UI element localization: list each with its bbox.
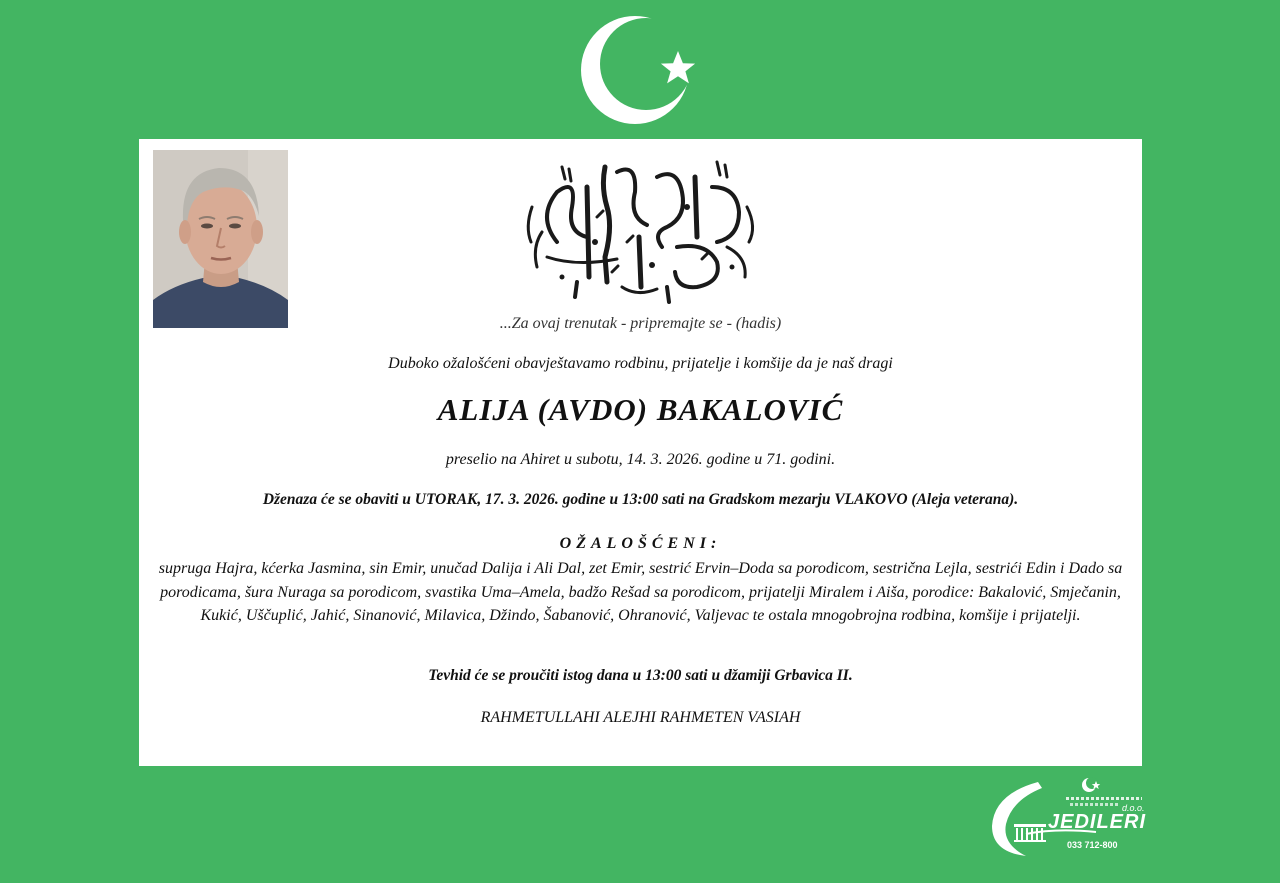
tevhid-info: Tevhid će se proučiti istog dana u 13:00 sati u džamiji Grbavica II. — [428, 667, 853, 684]
passing-date-text: preselio na Ahiret u subotu, 14. 3. 2026. godine u 71. godini. — [445, 451, 836, 468]
crescent-star-icon — [578, 14, 698, 126]
deceased-name: ALIJA (AVDO) BAKALOVIĆ — [437, 392, 844, 427]
arabic-calligraphy-icon — [517, 147, 762, 307]
company-suffix: d.o.o. — [1122, 803, 1145, 813]
company-phone: 033 712-800 — [1067, 840, 1118, 850]
portrait-photo — [153, 150, 288, 328]
closing-prayer: RAHMETULLAHI ALEJHI RAHMETEN VASIAH — [480, 709, 801, 726]
company-name: JEDILERI — [1048, 811, 1147, 833]
intro-text: Duboko ožalošćeni obavještavamo rodbinu, prijatelje i komšije da je naš dragi — [388, 355, 893, 372]
logo-tagline-line-2 — [1070, 803, 1118, 806]
funeral-info: Dženaza će se obaviti u UTORAK, 17. 3. 2026. godine u 13:00 sati na Gradskom mezarju VLAKOVO (Aleja veterana). — [262, 491, 1019, 508]
mourners-heading: OŽALOŠĆENI: — [559, 535, 722, 552]
obituary-card — [139, 139, 1142, 766]
logo-tagline-line — [1066, 797, 1142, 800]
mourners-list: supruga Hajra, kćerka Jasmina, sin Emir, unučad Dalija i Ali Dal, zet Emir, sestrić Ervin–Doda sa porodicom, sestrična Lejla, sestrići Edin i Dado sa porodicama, šura Nuraga sa porodicom, svastika Uma–Amela, badžo Rešad sa porodicom, prijatelji Miralem i Aiša, porodice: Bakalović, Smječanin, Kukić, Uščuplić, Jahić, Sinanović, Milavica, Džindo, Šabanović, Ohranović, Valjevac te ostala mnogobrojna rodbina, komšije i prijatelji. — [158, 560, 1123, 624]
hadith-motto: ...Za ovaj trenutak - pripremajte se - (hadis) — [499, 315, 782, 332]
